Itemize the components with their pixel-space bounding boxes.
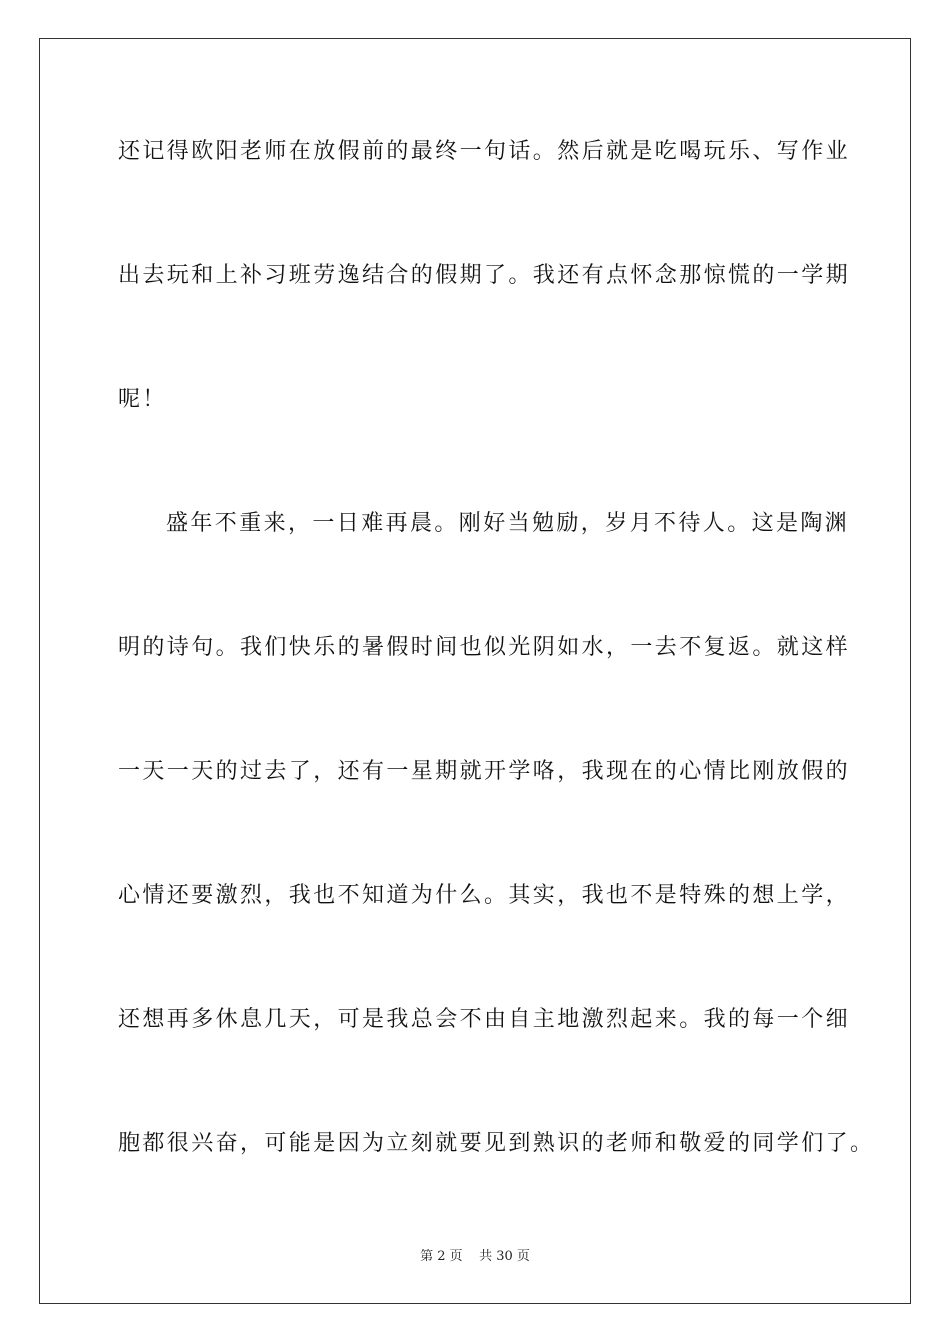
text-line: 心情还要激烈，我也不知道为什么。其实，我也不是特殊的想上学，	[118, 883, 851, 908]
text-line: 胞都很兴奋，可能是因为立刻就要见到熟识的老师和敬爱的同学们了。	[118, 1131, 875, 1156]
page-number-footer: 第 2 页 共 30 页	[420, 1249, 530, 1264]
text-line: 明的诗句。我们快乐的暑假时间也似光阴如水，一去不复返。就这样	[118, 635, 851, 660]
paragraph-first-line: 盛年不重来，一日难再晨。刚好当勉励，岁月不待人。这是陶渊	[166, 511, 850, 536]
text-line: 一天一天的过去了，还有一星期就开学咯，我现在的心情比刚放假的	[118, 759, 851, 784]
text-line: 呢！	[118, 387, 167, 412]
page-border	[39, 38, 911, 1304]
text-line: 出去玩和上补习班劳逸结合的假期了。我还有点怀念那惊慌的一学期	[118, 263, 851, 288]
text-line: 还想再多休息几天，可是我总会不由自主地激烈起来。我的每一个细	[118, 1007, 851, 1032]
text-line: 还记得欧阳老师在放假前的最终一句话。然后就是吃喝玩乐、写作业	[118, 139, 851, 164]
